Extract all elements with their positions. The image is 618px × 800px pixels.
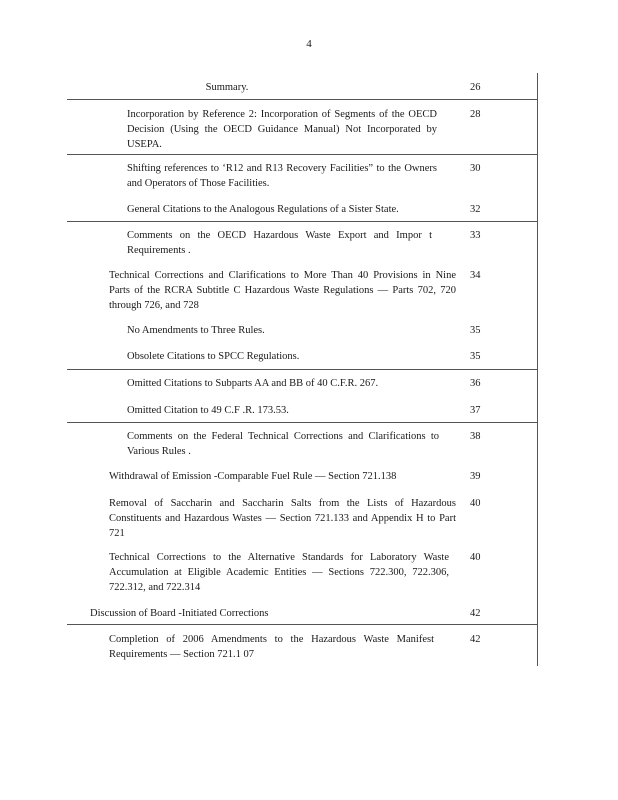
toc-divider (67, 422, 538, 423)
toc-entry-title: No Amendments to Three Rules. (127, 325, 265, 336)
toc-entry-page: 40 (470, 498, 481, 509)
toc-divider (67, 154, 538, 155)
toc-entry-title: Shifting references to ‘R12 and R13 Recovery Facilities” to the Owners and Operators of Those Facilities. (127, 163, 437, 189)
toc-entry-page: 35 (470, 351, 481, 362)
toc-divider (67, 624, 538, 625)
toc-entry-page: 30 (470, 163, 481, 174)
toc-entry-title: Removal of Saccharin and Saccharin Salts from the Lists of Hazardous Constituents and Hazardous Wastes — Section 721.133 and Appendix H to Part 721 (109, 498, 456, 539)
toc-entry-page: 38 (470, 431, 481, 442)
toc-divider (67, 99, 538, 100)
toc-entry-title: Omitted Citation to 49 C.F .R. 173.53. (127, 405, 289, 416)
toc-entry-title: Withdrawal of Emission -Comparable Fuel Rule — Section 721.138 (109, 471, 397, 482)
toc-entry-title: Summary. (205, 82, 249, 93)
toc-entry-title: General Citations to the Analogous Regulations of a Sister State. (127, 204, 399, 215)
toc-divider (67, 221, 538, 222)
toc-entry-title: Discussion of Board -Initiated Corrections (90, 608, 269, 619)
toc-divider (67, 369, 538, 370)
toc-entry-page: 32 (470, 204, 481, 215)
toc-entry-page: 36 (470, 378, 481, 389)
toc-entry-page: 34 (470, 270, 481, 281)
toc-entry-page: 28 (470, 109, 481, 120)
toc-entry-page: 37 (470, 405, 481, 416)
toc-entry-page: 40 (470, 552, 481, 563)
toc-entry-title: Obsolete Citations to SPCC Regulations. (127, 351, 300, 362)
page-number: 4 (306, 38, 312, 50)
toc-entry-title: Omitted Citations to Subparts AA and BB of 40 C.F.R. 267. (127, 378, 379, 389)
toc-entry-page: 42 (470, 634, 481, 645)
toc-entry-title: Incorporation by Reference 2: Incorporation of Segments of the OECD Decision (Using the OECD Guidance Manual) Not Incorporated by USEPA. (127, 109, 437, 150)
toc-entry-page: 35 (470, 325, 481, 336)
toc-entry-title: Completion of 2006 Amendments to the Hazardous Waste Manifest Requirements — Section 721.1 07 (109, 634, 434, 660)
toc-entry-title: Comments on the OECD Hazardous Waste Export and Impor t Requirements . (127, 230, 432, 256)
toc-entry-page: 26 (470, 82, 481, 93)
toc-entry-title: Technical Corrections to the Alternative Standards for Laboratory Waste Accumulation at Eligible Academic Entities — Sections 722.300, 722.306, 722.312, and 722.314 (109, 552, 449, 593)
toc-entry-page: 39 (470, 471, 481, 482)
toc-entry-page: 42 (470, 608, 481, 619)
toc-entry-title: Comments on the Federal Technical Corrections and Clarifications to Various Rules . (127, 431, 439, 457)
toc-entry-title: Technical Corrections and Clarifications to More Than 40 Provisions in Nine Parts of the RCRA Subtitle C Hazardous Waste Regulations — Parts 702, 720 through 726, and 728 (109, 270, 456, 311)
toc-entry-page: 33 (470, 230, 481, 241)
